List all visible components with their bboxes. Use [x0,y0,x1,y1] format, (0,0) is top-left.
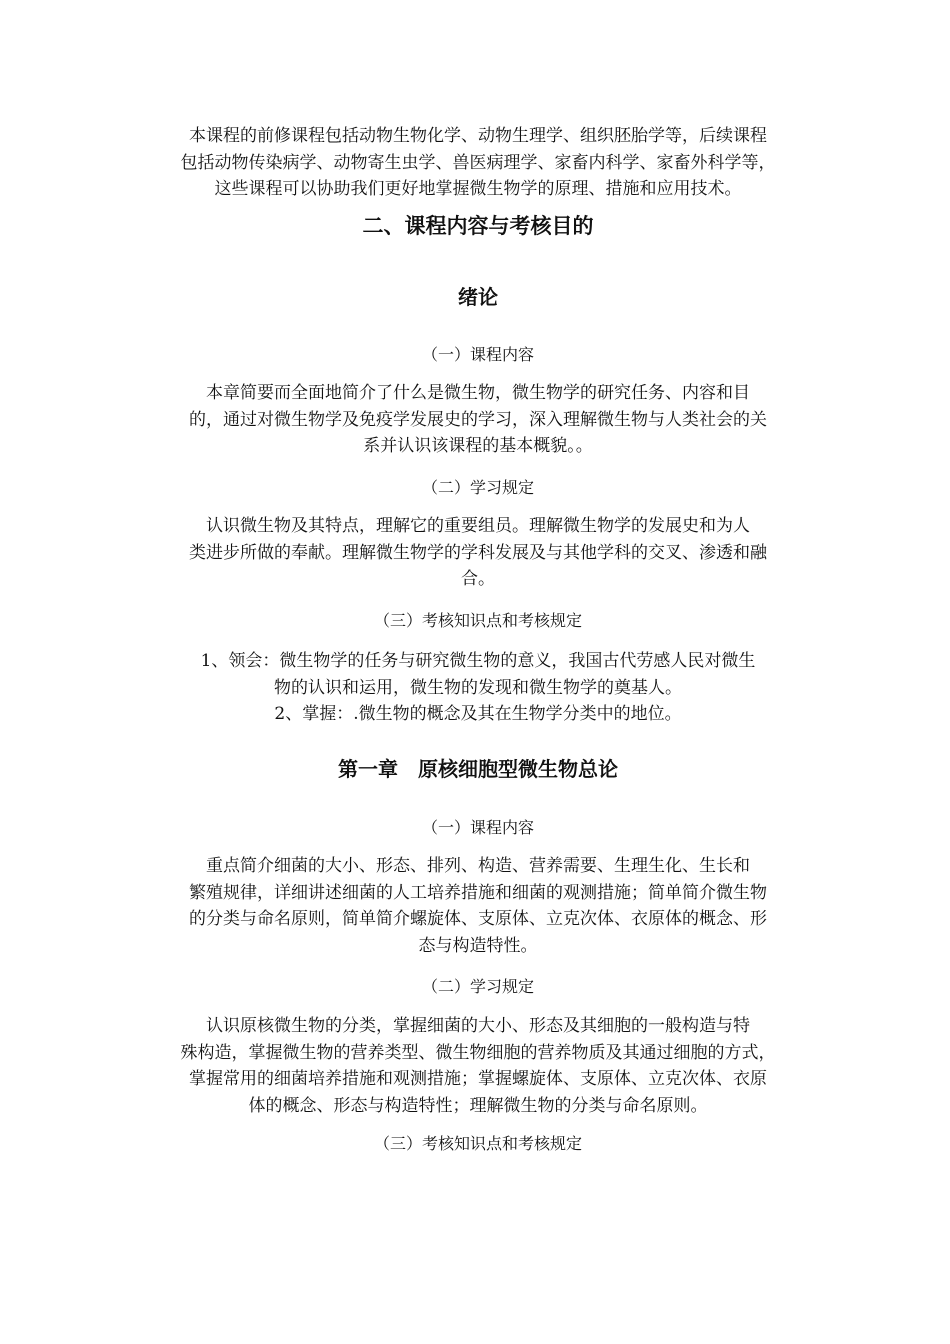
paragraph-line: 繁殖规律，详细讲述细菌的人工培养措施和细菌的观测措施；简单简介微生物 [189,882,767,903]
paragraph-line: 物的认识和运用，微生物的发现和微生物学的奠基人。 [274,677,682,698]
exam-paragraph [148,648,808,728]
paragraph-line: 的，通过对微生物学及免疫学发展史的学习，深入理解微生物与人类社会的关 [189,409,767,430]
study-heading: （二）学习规定 [421,478,534,497]
content-paragraph [148,380,808,460]
intro-line: 这些课程可以协助我们更好地掌握微生物学的原理、措施和应用技术。 [214,179,742,199]
intro-paragraph [148,123,808,203]
paragraph-line: 系并认识该课程的基本概貌。。 [363,436,593,456]
paragraph-line: 体的概念、形态与构造特性；理解微生物的分类与命名原则。 [248,1095,708,1116]
study-paragraph [148,1013,808,1119]
paragraph-line: 态与构造特性。 [418,935,538,956]
paragraph-line: 1、领会：微生物学的任务与研究微生物的意义，我国古代劳感人民对微生 [200,651,756,671]
paragraph-line: 的分类与命名原则，简单简介螺旋体、支原体、立克次体、衣原体的概念、形 [189,909,767,929]
chapter-title-1: 第一章 原核细胞型微生物总论 [338,757,618,781]
paragraph-line: 殊构造，掌握微生物的营养类型、微生物细胞的营养物质及其通过细胞的方式， [180,1042,776,1063]
chapter-title-intro: 绪论 [458,285,498,309]
paragraph-line: 类进步所做的奉献。理解微生物学的学科发展及与其他学科的交叉、渗透和融 [189,542,767,563]
study-paragraph [148,513,808,593]
paragraph-line: 本章简要而全面地简介了什么是微生物，微生物学的研究任务、内容和目 [206,383,750,403]
paragraph-line: 2、掌握：.微生物的概念及其在生物学分类中的地位。 [274,704,682,724]
intro-line: 包括动物传染病学、动物寄生虫学、兽医病理学、家畜内科学、家畜外科学等， [180,152,776,173]
content-heading: （一）课程内容 [421,345,534,364]
intro-line: 本课程的前修课程包括动物生物化学、动物生理学、组织胚胎学等，后续课程 [189,126,767,146]
paragraph-line: 重点简介细菌的大小、形态、排列、构造、营养需要、生理生化、生长和 [206,856,750,876]
content-paragraph [148,853,808,959]
study-heading: （二）学习规定 [421,977,534,996]
paragraph-line: 认识原核微生物的分类，掌握细菌的大小、形态及其细胞的一般构造与特 [206,1016,750,1036]
paragraph-line: 掌握常用的细菌培养措施和观测措施；掌握螺旋体、支原体、立克次体、衣原 [189,1069,767,1089]
paragraph-line: 认识微生物及其特点，理解它的重要组员。理解微生物学的发展史和为人 [206,516,750,536]
paragraph-line: 合。 [461,569,495,589]
section-title: 二、课程内容与考核目的 [362,214,594,238]
exam-heading: （三）考核知识点和考核规定 [373,611,582,630]
exam-heading: （三）考核知识点和考核规定 [373,1134,582,1153]
content-heading: （一）课程内容 [421,818,534,837]
